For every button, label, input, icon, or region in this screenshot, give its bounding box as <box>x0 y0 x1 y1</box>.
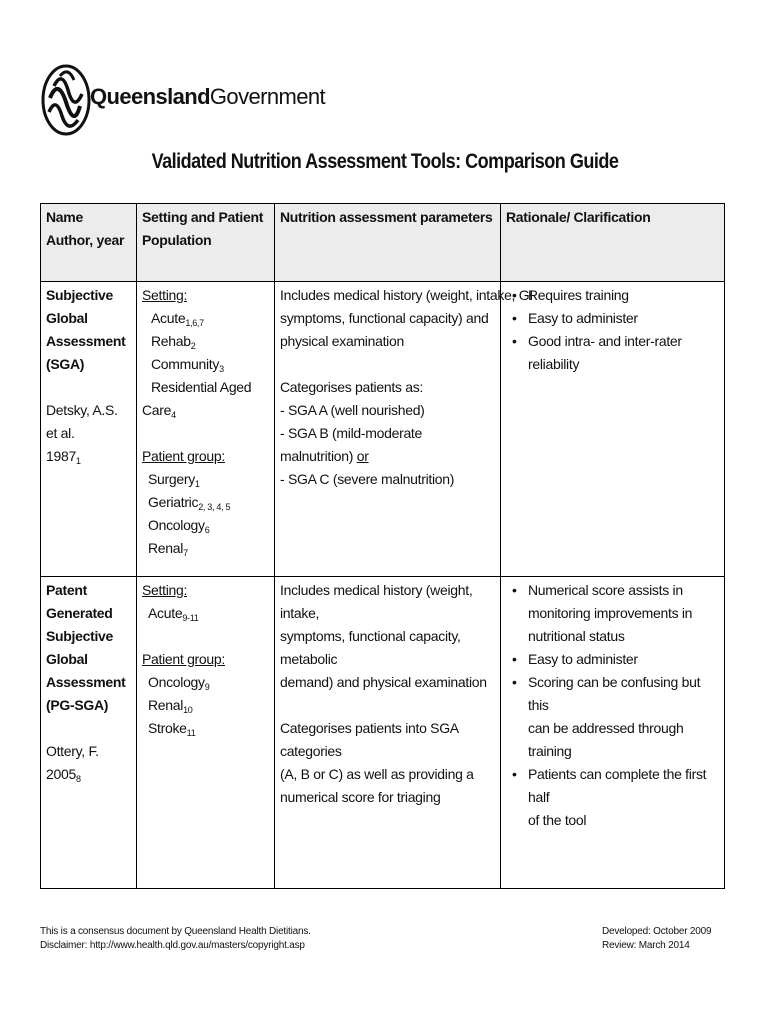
rationale-cell <box>501 577 725 889</box>
list-item: • Requires training <box>528 284 719 307</box>
footer-left <box>40 925 311 953</box>
header-name: Name Author, year <box>41 204 137 282</box>
setting-cell: Setting: Acute$_{1,6,7}$ Rehab$_2$ Community$_3$ Residential Aged Care$_4$ Patient group: Surgery$_1$ Geriatric$_{2, 3, 4, 5}$ Oncology$_6$ Renal$_7$ <box>137 282 275 577</box>
parameters-cell: Includes medical history (weight, intake, symptoms, functional capacity, metabolic demand) and physical examination Categorises patients into SGA categories (A, B or C) as well as providing a numerical score for triaging <box>275 577 501 889</box>
setting-cell: Setting: Acute$_{9-11}$ Patient group: Oncology$_9$ Renal$_{10}$ Stroke$_{11}$ <box>137 577 275 889</box>
logo-text-regular: Government <box>209 84 325 109</box>
logo-text-bold: Queensland <box>90 84 210 109</box>
list-item: • Scoring can be confusing but this can be addressed through training <box>528 671 719 763</box>
tool-name-cell: Subjective Global Assessment (SGA) Detsky, A.S. et al. $1987_1$ <box>41 282 137 577</box>
table-row <box>41 577 725 889</box>
parameters-cell: Includes medical history (weight, intake, GI symptoms, functional capacity) and physical examination Categorises patients as: - SGA A (well nourished) - SGA B (mild-moderate malnutrition) or - SGA C (severe malnutrition) <box>275 282 501 577</box>
header-rationale: Rationale/ Clarification <box>501 204 725 282</box>
page-title: Validated Nutrition Assessment Tools: Comparison Guide <box>151 150 619 173</box>
header-parameters: Nutrition assessment parameters <box>275 204 501 282</box>
tool-name-cell: Patent Generated Subjective Global Assessment (PG-SGA) Ottery, F. $2005_8$ <box>41 577 137 889</box>
list-item: • Numerical score assists in monitoring improvements in nutritional status <box>528 579 719 648</box>
list-item: • Easy to administer <box>528 648 719 671</box>
list-item: • Easy to administer <box>528 307 719 330</box>
table-row <box>41 282 725 577</box>
author: Detsky, A.S. et al. <box>46 402 118 441</box>
footer-right <box>602 925 711 953</box>
disclaimer: Disclaimer: http://www.health.qld.gov.au/masters/copyright.asp <box>40 940 305 951</box>
author: Ottery, F. $2005_8$ <box>46 743 99 784</box>
consensus-note: This is a consensus document by Queensland Health Dietitians. <box>40 926 311 937</box>
table-header-row <box>41 204 725 282</box>
queensland-government-logo <box>40 58 325 138</box>
comparison-table <box>40 203 725 889</box>
rationale-cell <box>501 282 725 577</box>
list-item: • Good intra- and inter-rater reliability <box>528 330 719 376</box>
year: 1987 <box>46 448 76 464</box>
developed-date: Developed: October 2009 <box>602 926 712 937</box>
review-date: Review: March 2014 <box>602 940 690 951</box>
list-item: • Patients can complete the first half of the tool <box>528 763 719 832</box>
header-setting: Setting and Patient Population <box>137 204 275 282</box>
queensland-emblem-icon <box>40 58 92 138</box>
